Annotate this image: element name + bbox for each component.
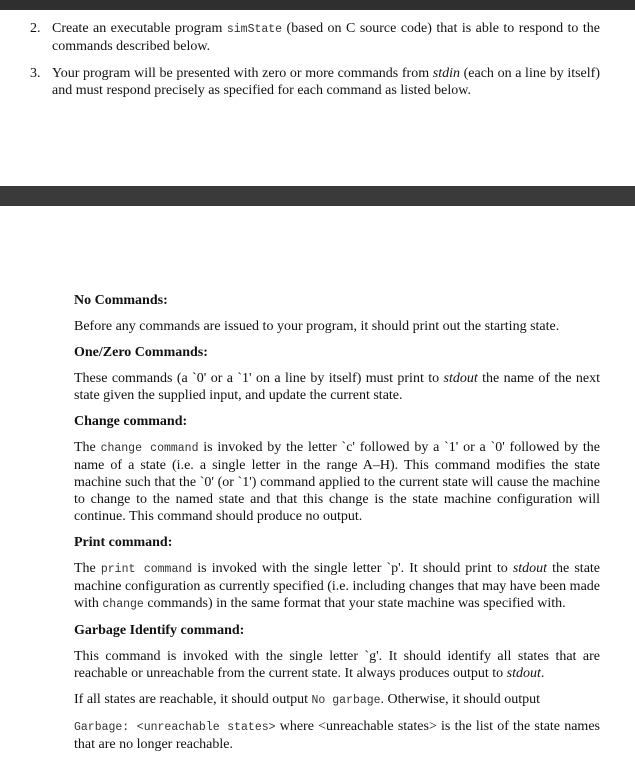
numbered-list <box>0 20 635 99</box>
page-divider-bar <box>0 186 635 206</box>
list-text: Your program will be presented with zero or more commands from stdin (each on a line by itself) and must respond precisely as specified for each command as listed below. <box>52 66 600 98</box>
heading-print: Print command: <box>74 535 173 550</box>
list-number: 2. <box>30 21 41 36</box>
no-commands-text: Before any commands are issued to your program, it should print out the starting state. <box>74 319 560 334</box>
list-number: 3. <box>30 66 41 81</box>
code-simstate: simState <box>226 23 283 36</box>
command-spec <box>0 292 635 753</box>
heading-one-zero: One/Zero Commands: <box>74 345 208 360</box>
list-item <box>30 20 600 55</box>
one-zero-text: These commands (a `0' or a `1' on a line by itself) must print to stdout the name of the next state given the supplied input, and update the current state. <box>74 371 601 403</box>
garbage-text: This command is invoked with the single letter `g'. It should identify all states that are reachable or unreachable from the current state. It always produces output to stdout. <box>74 649 600 681</box>
print-text: The print command is invoked with the single letter `p'. It should print to stdout the state machine configuration as currently specified (i.e. including changes that may have been made with change commands) in the same format that your state machine was specified with. <box>74 561 601 611</box>
change-text: The change command is invoked by the letter `c' followed by a `1' or a `0' followed by the name of a state (i.e. a single letter in the range A–H). This command modifies the state machine such that the `0' (or `1') command applied to the current state will cause the machine to change to the named state and that this change is the state machine configuration will continue. This command should produce no output. <box>74 440 601 524</box>
list-text: Create an executable program simState (based on C source code) that is able to respond to the commands described below. <box>52 21 600 54</box>
heading-garbage: Garbage Identify command: <box>74 623 245 638</box>
garbage-unreachable-text: Garbage: <unreachable states> where <unreachable states> is the list of the state names that are no longer reachable. <box>74 719 600 752</box>
list-item <box>30 65 600 99</box>
top-dark-bar <box>0 0 635 10</box>
heading-change: Change command: <box>74 414 188 429</box>
garbage-reachable-text: If all states are reachable, it should output No garbage. Otherwise, it should output <box>74 692 540 707</box>
heading-no-commands: No Commands: <box>74 293 168 308</box>
